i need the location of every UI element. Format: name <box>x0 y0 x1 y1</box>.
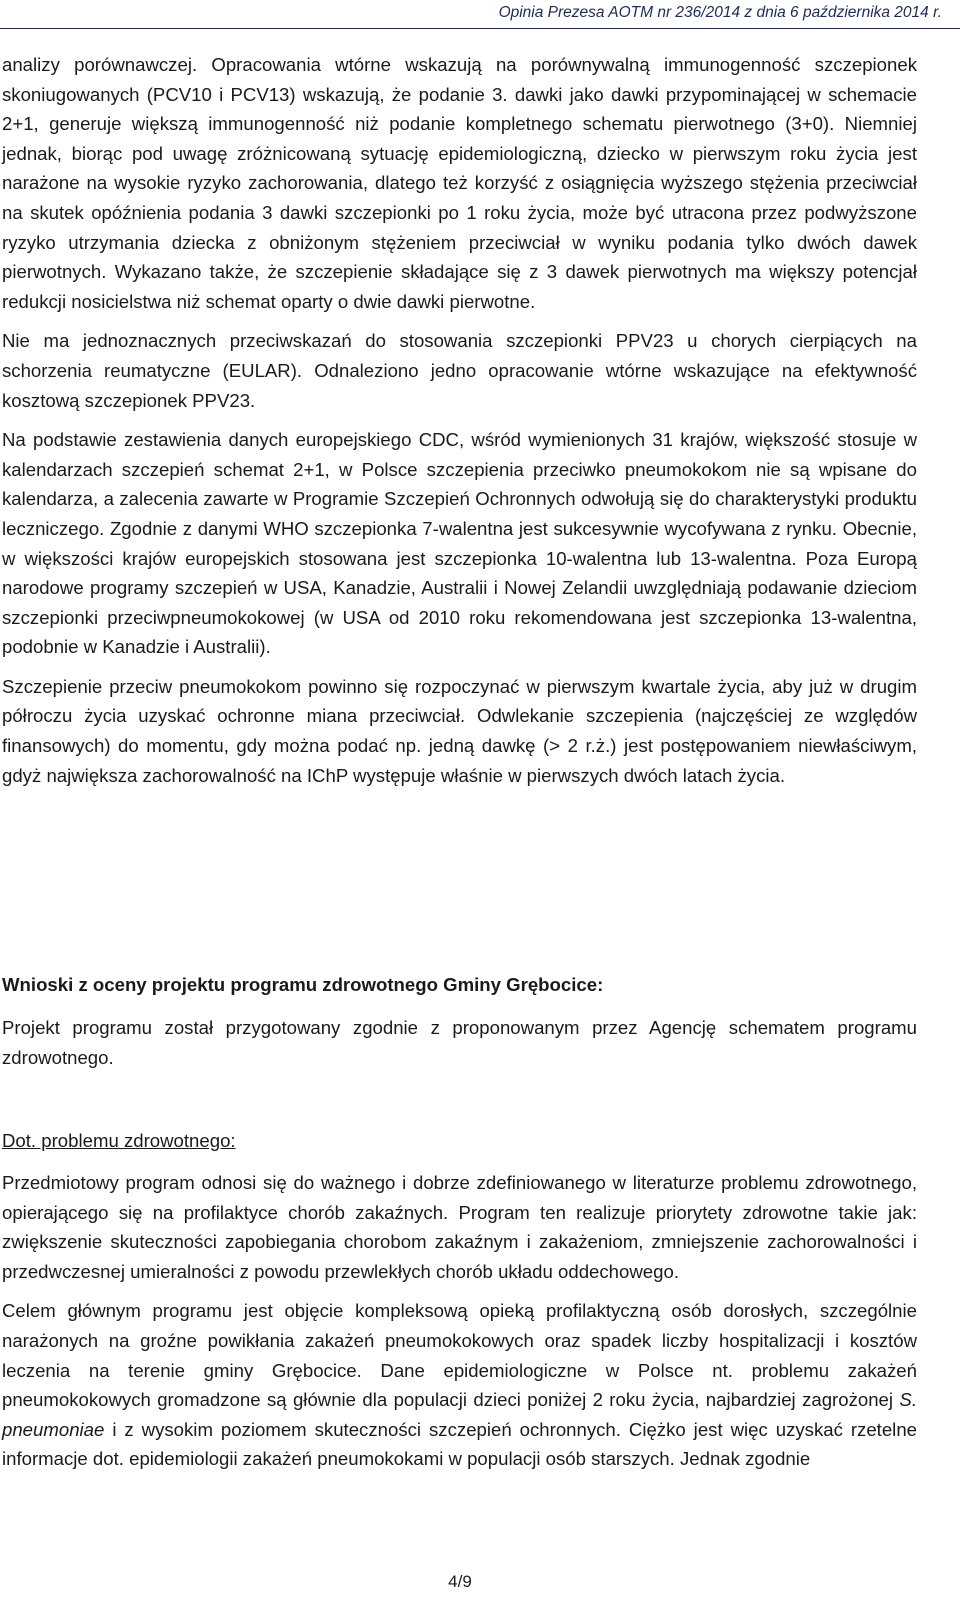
running-title: Opinia Prezesa AOTM nr 236/2014 z dnia 6 października 2014 r. <box>498 4 942 21</box>
paragraph-cdc: Na podstawie zestawienia danych europejskiego CDC, wśród wymienionych 31 krajów, większość stosuje w kalendarzach szczepień schemat 2+1, w Polsce szczepienia przeciwko pneumokokom nie są wpisane do kalendarza, a zalecenia zawarte w Programie Szczepień Ochronnych odwołują się do charakterystyki produktu leczniczego. Zgodnie z danymi WHO szczepionka 7-walentna jest sukcesywnie wycofywana z rynku. Obecnie, w większości krajów europejskich stosowana jest szczepionka 10-walentna lub 13-walentna. Poza Europą narodowe programy szczepień w USA, Kanadzie, Australii i Nowej Zelandii uwzględniają podawanie dzieciom szczepionki przeciwpneumokokowej (w USA od 2010 roku rekomendowana jest szczepionka 13-walentna, podobnie w Kanadzie i Australii). <box>2 429 917 658</box>
species-name: S. pneumoniae <box>2 1389 917 1440</box>
section-heading-wnioski: Wnioski z oceny projektu programu zdrowotnego Gminy Grębocice: <box>2 974 604 995</box>
paragraph-problem-1: Przedmiotowy program odnosi się do ważnego i dobrze zdefiniowanego w literaturze problemu zdrowotnego, opierającego się na profilaktyce chorób zakaźnych. Program ten realizuje priorytety zdrowotne takie jak: zwiększenie skuteczności zapobiegania chorobom zakaźnym i zakażeniom, zmniejszenie zachorowalności i przedwczesnej umieralności z powodu przewlekłych chorób układu oddechowego. <box>2 1172 917 1282</box>
section-heading-problem: Dot. problemu zdrowotnego: <box>2 1130 236 1151</box>
paragraph-schedule: Szczepienie przeciw pneumokokom powinno się rozpoczynać w pierwszym kwartale życia, aby już w drugim półroczu życia uzyskać ochronne miana przeciwciał. Odwlekanie szczepienia (najczęściej ze względów finansowych) do momentu, gdy można podać np. jedną dawkę (> 2 r.ż.) jest postępowaniem niewłaściwym, gdyż największa zachorowalność na IChP występuje właśnie w pierwszych dwóch latach życia. <box>2 675 917 786</box>
paragraph-problem-2-start: Celem głównym programu jest objęcie kompleksową opieką profilaktyczną osób dorosłych, szczególnie narażonych na groźne powikłania zakażeń pneumokokowych oraz spadek liczby hospitalizacji i kosztów leczenia na terenie gminy Grębocice. Dane epidemiologiczne w Polsce nt. problemu zakażeń pneumokokowych gromadzone są głównie dla populacji dzieci poniżej 2 roku życia, najbardziej zagrożonej <box>2 1300 917 1411</box>
header-rule <box>0 28 960 29</box>
section-wnioski-body <box>2 1013 917 1072</box>
section-problem-body <box>2 1168 917 1484</box>
paragraph-wnioski: Projekt programu został przygotowany zgodnie z proponowanym przez Agencję schematem programu zdrowotnego. <box>2 1017 917 1068</box>
main-text <box>2 50 917 800</box>
paragraph-immunogenicity: analizy porównawczej. Opracowania wtórne wskazują na porównywalną immunogenność szczepionek skoniugowanych (PCV10 i PCV13) wskazują, że podanie 3. dawki jako dawki przypominającej w schemacie 2+1, generuje większą immunogenność niż podanie kompletnego schematu pierwotnego (3+0). Niemniej jednak, biorąc pod uwagę zróżnicowaną sytuację epidemiologiczną, dziecko w pierwszym roku życia jest narażone na wysokie ryzyko zachorowania, dlatego też korzyść z osiągnięcia wyższego stężenia przeciwciał na skutek opóźnienia podania 3 dawki szczepionki po 1 roku życia, może być utracona przez podwyższone ryzyko utrzymania dziecka z obniżonym stężeniem przeciwciał w wyniku podania tylko dwóch dawek pierwotnych. Wykazano także, że szczepienie składające się z 3 dawek pierwotnych ma większy potencjał redukcji nosicielstwa niż schemat oparty o dwie dawki pierwotne. <box>2 54 917 312</box>
paragraph-problem-2 <box>2 1296 917 1474</box>
page-header <box>0 0 960 30</box>
paragraph-ppv23: Nie ma jednoznacznych przeciwskazań do stosowania szczepionki PPV23 u chorych cierpiących na schorzenia reumatyczne (EULAR). Odnaleziono jedno opracowanie wtórne wskazujące na efektywność kosztową szczepionek PPV23. <box>2 330 917 411</box>
paragraph-problem-2-end: i z wysokim poziomem skuteczności szczepień ochronnych. Ciężko jest więc uzyskać rzetelne informacje dot. epidemiologii zakażeń pneumokokami w populacji osób starszych. Jednak zgodnie <box>2 1418 917 1470</box>
page-number: 4/9 <box>448 1572 472 1591</box>
